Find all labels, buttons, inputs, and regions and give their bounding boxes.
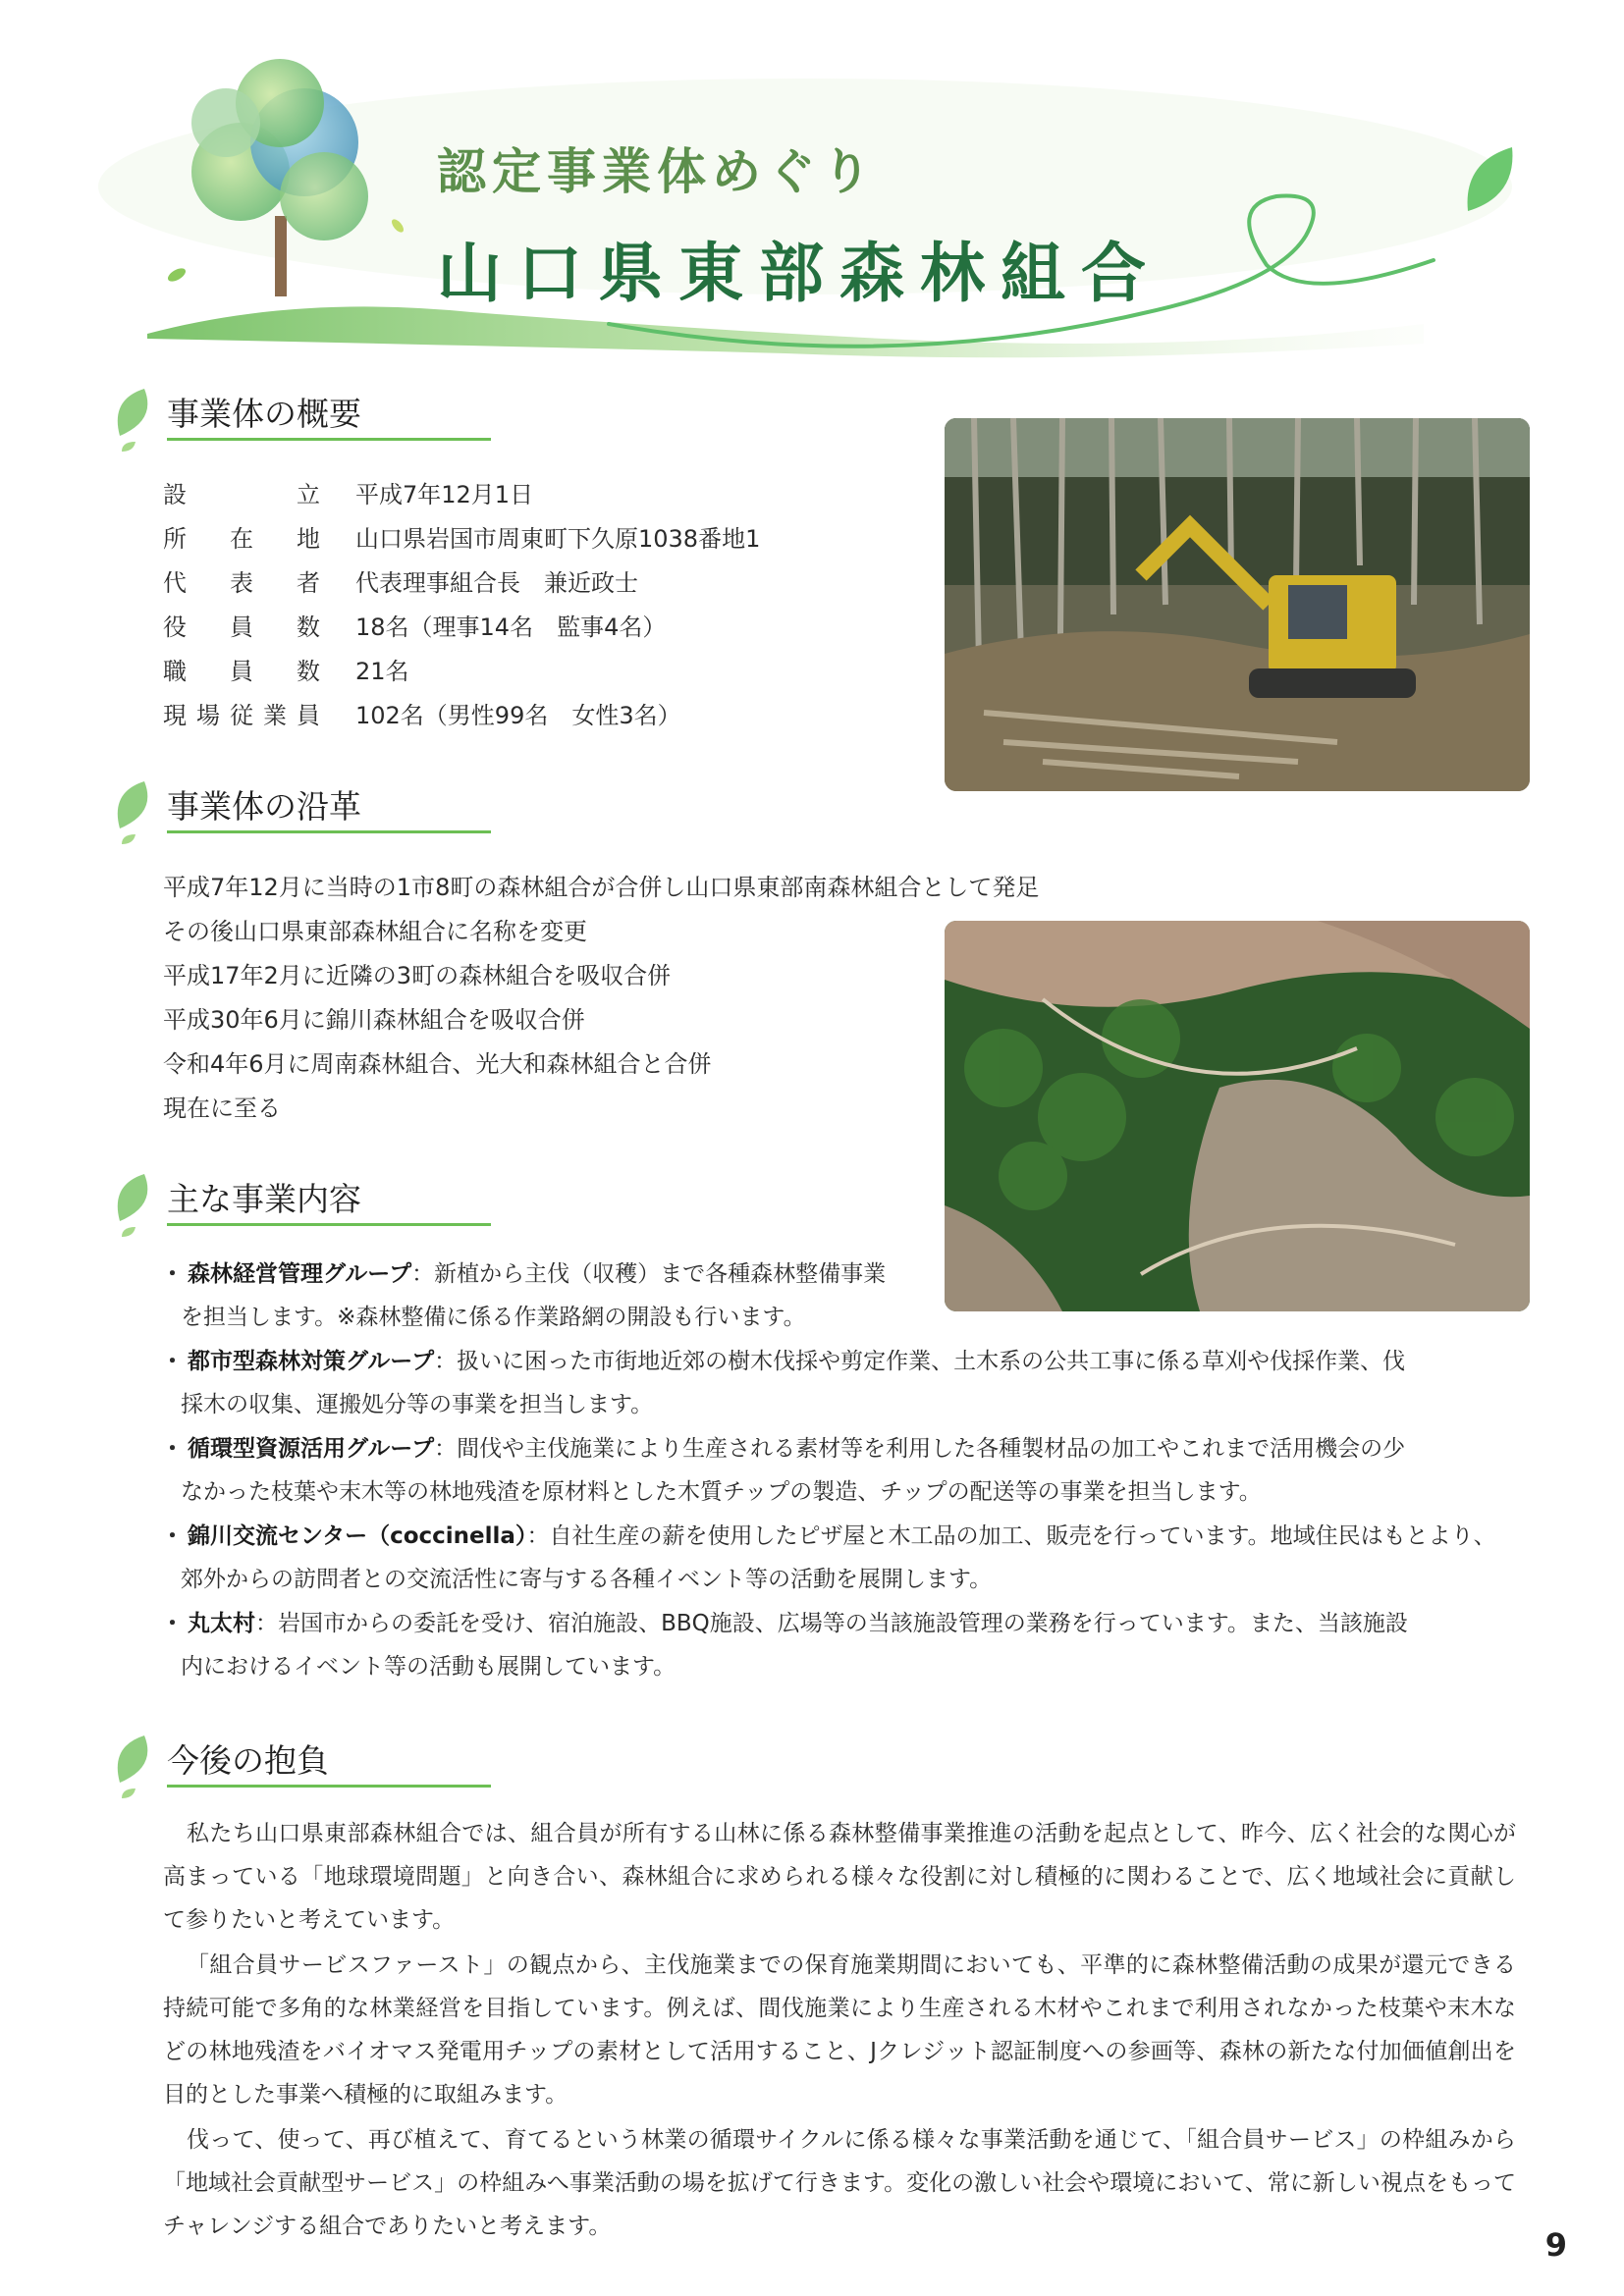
overview-key: 現 場 従 業 員 — [163, 702, 320, 729]
business-item: ・ 循環型資源活用グループ：間伐や主伐施業により生産される素材等を利用した各種製材品の加工やこれまで活用機会の少 なかった枝葉や末木等の林地残渣を原材料とした木質チップの製造、チップの配送等の事業を担当します。 — [161, 1436, 1406, 1505]
overview-value: 山口県岩国市周東町下久原1038番地1 — [355, 525, 761, 553]
future-paragraph: 伐って、使って、再び植えて、育てるという林業の循環サイクルに係る様々な事業活動を通じて、「組合員サービス」の枠組みから「地域社会貢献型サービス」の枠組みへ事業活動の場を拡げて行きます。変化の激しい社会や環境において、常に新しい視点をもってチャレンジする組合でありたいと考えます。 — [163, 2127, 1516, 2239]
tree-trunk-icon — [275, 216, 287, 296]
overview-value: 代表理事組合長 兼近政士 — [355, 569, 638, 597]
history-line: 平成17年2月に近隣の3町の森林組合を吸収合併 — [163, 962, 672, 989]
page-title: 山口県東部森林組合 — [437, 236, 1162, 311]
section-title: 事業体の沿革 — [167, 787, 361, 826]
overview-value: 平成7年12月1日 — [355, 481, 534, 508]
business-item-text: 内におけるイベント等の活動も展開しています。 — [181, 1654, 677, 1680]
business-item-text: ：新植から主伐（収穫）まで各種森林整備事業 — [411, 1261, 887, 1287]
future-paragraph: 私たち山口県東部森林組合では、組合員が所有する山林に係る森林整備事業推進の活動を起点として、昨今、広く社会的な関心が高まっている「地球環境問題」と向き合い、森林組合に求められる様々な役割に対し積極的に関わることで、広く地域社会に貢献して参りたいと考えています。 — [163, 1821, 1516, 1933]
overview-value: 18名（理事14名 監事4名） — [355, 614, 667, 641]
section-underline — [167, 830, 491, 833]
section-underline — [167, 438, 491, 441]
section-title: 事業体の概要 — [167, 395, 361, 433]
header-kicker: 認定事業体めぐり — [437, 143, 877, 200]
page-number: 9 — [1544, 2226, 1567, 2264]
business-item-text: 採木の収集、運搬処分等の事業を担当します。 — [181, 1392, 654, 1417]
leaf-icon — [110, 777, 161, 846]
section-underline — [167, 1785, 491, 1788]
business-item-name: 循環型資源活用グループ — [188, 1436, 435, 1462]
business-item: ・ 都市型森林対策グループ：扱いに困った市街地近郊の樹木伐採や剪定作業、土木系の公共工事に係る草刈や伐採作業、伐 採木の収集、運搬処分等の事業を担当します。 — [161, 1349, 1406, 1417]
header-banner — [0, 0, 1624, 373]
overview-value: 102名（男性99名 女性3名） — [355, 702, 681, 729]
leaf-icon — [110, 1170, 161, 1239]
business-item: ・ 森林経営管理グループ：新植から主伐（収穫）まで各種森林整備事業 を担当します。※森林整備に係る作業路網の開設も行います。 — [161, 1261, 887, 1330]
business-item-name: 錦川交流センター（coccinella） — [188, 1523, 527, 1549]
leaf-icon — [110, 385, 161, 454]
history-line: その後山口県東部森林組合に名称を変更 — [163, 918, 587, 945]
overview-value: 21名 — [355, 658, 409, 685]
business-item-text: ：扱いに困った市街地近郊の樹木伐採や剪定作業、土木系の公共工事に係る草刈や伐採作業、伐 — [434, 1349, 1406, 1374]
business-item-name: 都市型森林対策グループ — [188, 1349, 435, 1374]
overview-key: 職 員 数 — [163, 658, 320, 685]
business-item-name: 丸太村 — [188, 1611, 255, 1636]
leaf-icon — [110, 1732, 161, 1800]
section-title: 主な事業内容 — [167, 1180, 361, 1218]
business-item-text: ：岩国市からの委託を受け、宿泊施設、BBQ施設、広場等の当該施設管理の業務を行っています。また、当該施設 — [255, 1611, 1408, 1636]
business-item: ・ 錦川交流センター（coccinella）：自社生産の薪を使用したピザ屋と木工品の加工、販売を行っています。地域住民はもとより、 郊外からの訪問者との交流活性に寄与する各種イベント等の活動を展開します。 — [161, 1523, 1496, 1592]
future-paragraph: 「組合員サービスファースト」の観点から、主伐施業までの保育施業期間においても、平準的に森林整備活動の成果が還元できる持続可能で多角的な林業経営を目指しています。例えば、間伐施業により生産される木材やこれまで利用されなかった枝葉や末木などの林地残渣をバイオマス発電用チップの素材として活用すること、Jクレジット認証制度への参画等、森林の新たな付加価値創出を目的とした事業へ積極的に取組みます。 — [163, 1952, 1516, 2108]
history-line: 現在に至る — [163, 1095, 281, 1122]
section-underline — [167, 1223, 491, 1226]
business-item-text: ：間伐や主伐施業により生産される素材等を利用した各種製材品の加工やこれまで活用機会の少 — [434, 1436, 1406, 1462]
business-item-text: を担当します。※森林整備に係る作業路網の開設も行います。 — [181, 1305, 806, 1330]
section-title: 今後の抱負 — [167, 1741, 329, 1780]
photo-forestry-machine — [945, 418, 1530, 791]
photo-aerial-forest — [945, 921, 1530, 1311]
history-line: 平成7年12月に当時の1市8町の森林組合が合併し山口県東部南森林組合として発足 — [163, 874, 1040, 901]
overview-key: 設 立 — [163, 481, 320, 508]
history-line: 令和4年6月に周南森林組合、光大和森林組合と合併 — [163, 1050, 712, 1078]
history-line: 平成30年6月に錦川森林組合を吸収合併 — [163, 1006, 585, 1034]
business-item: ・ 丸太村：岩国市からの委託を受け、宿泊施設、BBQ施設、広場等の当該施設管理の業務を行っています。また、当該施設 内におけるイベント等の活動も展開しています。 — [161, 1611, 1408, 1680]
business-item-text: ：自社生産の薪を使用したピザ屋と木工品の加工、販売を行っています。地域住民はもとより、 — [526, 1523, 1496, 1549]
business-item-name: 森林経営管理グループ — [188, 1261, 412, 1287]
overview-key: 所 在 地 — [163, 525, 320, 553]
overview-key: 役 員 数 — [163, 614, 320, 641]
business-item-text: なかった枝葉や末木等の林地残渣を原材料とした木質チップの製造、チップの配送等の事業を担当します。 — [181, 1479, 1262, 1505]
overview-key: 代 表 者 — [163, 569, 320, 597]
business-item-text: 郊外からの訪問者との交流活性に寄与する各種イベント等の活動を展開します。 — [181, 1567, 993, 1592]
